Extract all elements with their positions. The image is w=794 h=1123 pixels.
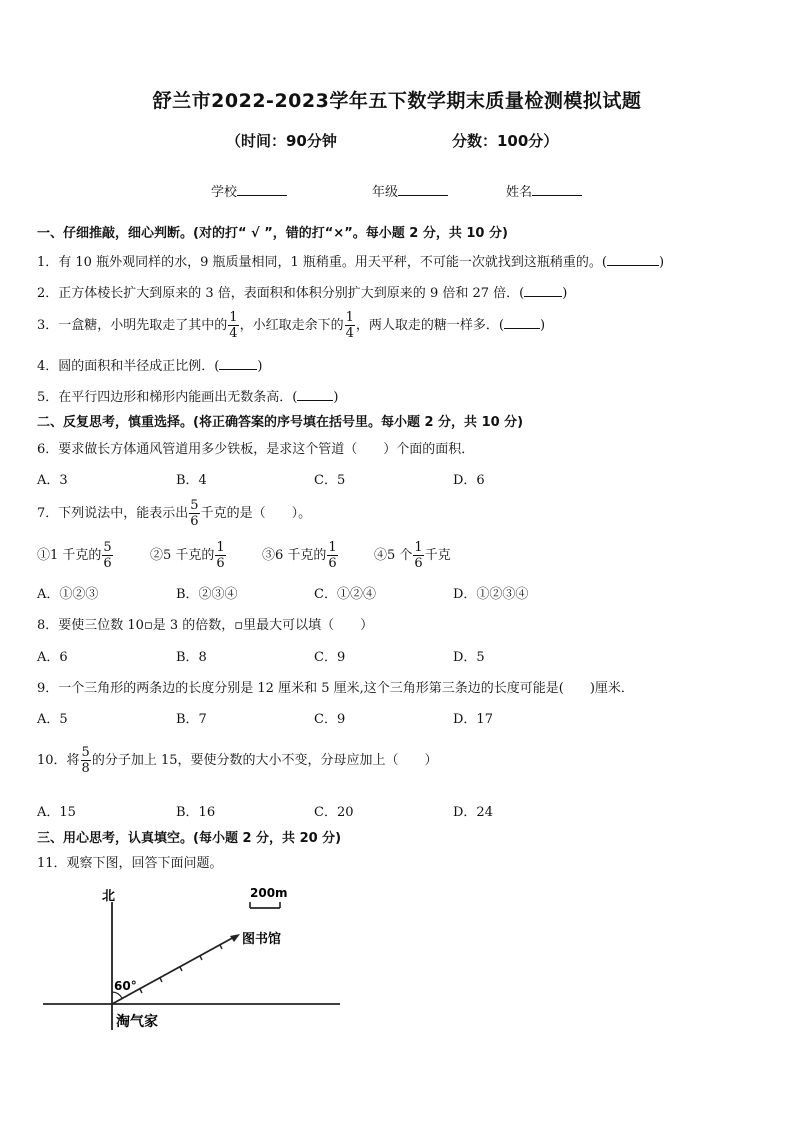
- question-11: 11．观察下图，回答下面问题。: [37, 856, 223, 871]
- q7-option-d[interactable]: D．①②③④: [453, 587, 529, 602]
- section-heading-1: 一、仔细推敲，细心判断。(对的打“ √ ”，错的打“×”。每小题 2 分，共 10 分): [37, 226, 508, 241]
- question-4: [37, 355, 262, 374]
- question-3-text-c: ，两人取走的糖一样多．(: [355, 318, 504, 333]
- answer-blank-5[interactable]: [297, 400, 333, 401]
- question-3-text-b: ，小红取走余下的: [239, 318, 344, 333]
- school-label: 学校: [211, 185, 238, 200]
- question-10-text-a: 10．将: [37, 753, 80, 768]
- question-9: 9．一个三角形的两条边的长度分别是 12 厘米和 5 厘米,这个三角形第三条边的长度可能是( )厘米．: [37, 681, 634, 696]
- name-field: [506, 181, 582, 200]
- paren-close: ): [333, 390, 339, 405]
- q7-statement-1: [37, 540, 114, 571]
- q6-option-d[interactable]: D．6: [453, 473, 485, 488]
- q6-option-c[interactable]: C．5: [314, 473, 346, 488]
- q10-option-d[interactable]: D．24: [453, 805, 493, 820]
- q6-option-b[interactable]: B．4: [176, 473, 207, 488]
- question-10: [37, 745, 438, 776]
- q9-option-b[interactable]: B．7: [176, 712, 207, 727]
- section-heading-2: 二、反复思考，慎重选择。(将正确答案的序号填在括号里。每小题 2 分，共 10 分): [37, 415, 524, 430]
- answer-blank-4[interactable]: [219, 369, 257, 370]
- question-3: [37, 310, 545, 341]
- scale-tick: [220, 945, 222, 949]
- q7-statement-4: [374, 540, 451, 571]
- paren-close: ): [562, 286, 568, 301]
- q9-option-a[interactable]: A．5: [37, 712, 68, 727]
- scale-tick: [200, 956, 202, 960]
- q7-option-b[interactable]: B．②③④: [176, 587, 238, 602]
- numerator: 5: [190, 498, 199, 513]
- question-10-text-b: 的分子加上 15，要使分数的大小不变，分母应加上（ ）: [91, 753, 438, 768]
- name-label: 姓名: [506, 185, 533, 200]
- denominator: 4: [345, 326, 354, 341]
- q8-option-d[interactable]: D．5: [453, 650, 485, 665]
- paren-close: ): [539, 318, 546, 333]
- scale-label: 200m: [250, 886, 288, 900]
- question-2-text: 2．正方体棱长扩大到原来的 3 倍，表面积和体积分别扩大到原来的 9 倍和 27 倍．(: [37, 286, 525, 301]
- statement-fraction: [327, 540, 337, 571]
- scale-tick: [160, 978, 162, 982]
- statement-text: ④5 个: [374, 548, 413, 563]
- name-blank[interactable]: [532, 195, 582, 196]
- fraction-one-quarter: [228, 310, 238, 341]
- q10-option-b[interactable]: B．16: [176, 805, 216, 820]
- answer-blank-3[interactable]: [504, 328, 540, 329]
- statement-text: ②5 千克的: [150, 548, 215, 563]
- denominator: 6: [103, 556, 112, 571]
- question-2: [37, 282, 567, 301]
- q10-option-a[interactable]: A．15: [37, 805, 76, 820]
- fraction-one-quarter: [345, 310, 355, 341]
- answer-blank-2[interactable]: [524, 296, 562, 297]
- north-label: 北: [102, 889, 116, 904]
- numerator: 1: [216, 540, 225, 555]
- numerator: 1: [328, 540, 337, 555]
- question-6: 6．要求做长方体通风管道用多少铁板，是求这个管道（ ）个面的面积．: [37, 442, 475, 457]
- denominator: 4: [229, 326, 238, 341]
- numerator: 5: [81, 745, 90, 760]
- q9-option-d[interactable]: D．17: [453, 712, 493, 727]
- numerator: 1: [414, 540, 423, 555]
- statement-fraction: [102, 540, 112, 571]
- page-title: 舒兰市2022-2023学年五下数学期末质量检测模拟试题: [152, 90, 642, 112]
- statement-unit: 千克: [424, 548, 451, 563]
- fraction-five-eighths: [81, 745, 91, 776]
- denominator: 6: [190, 514, 199, 529]
- question-5: [37, 386, 338, 405]
- question-7-text-a: 7．下列说法中，能表示出: [37, 506, 189, 521]
- q10-option-c[interactable]: C．20: [314, 805, 354, 820]
- numerator: 1: [229, 310, 238, 325]
- numerator: 1: [345, 310, 354, 325]
- statement-text: ①1 千克的: [37, 548, 102, 563]
- q8-option-c[interactable]: C．9: [314, 650, 346, 665]
- home-label: 淘气家: [116, 1014, 158, 1030]
- question-7: [37, 498, 311, 529]
- direction-map-figure: [40, 880, 370, 1040]
- library-label: 图书馆: [242, 932, 282, 947]
- q9-option-c[interactable]: C．9: [314, 712, 346, 727]
- school-blank[interactable]: [237, 195, 287, 196]
- q7-statement-2: [150, 540, 227, 571]
- q7-option-a[interactable]: A．①②③: [37, 587, 99, 602]
- grade-blank[interactable]: [398, 195, 448, 196]
- paren-close: ): [658, 255, 665, 270]
- denominator: 6: [414, 556, 423, 571]
- grade-field: [372, 181, 448, 200]
- school-field: [211, 181, 287, 200]
- arrow-head-icon: [230, 934, 240, 942]
- question-7-text-b: 千克的是（ ）。: [200, 506, 312, 521]
- q7-statement-3: [262, 540, 339, 571]
- q7-option-c[interactable]: C．①②④: [314, 587, 376, 602]
- q6-option-a[interactable]: A．3: [37, 473, 68, 488]
- time-label: （时间：90分钟: [226, 132, 337, 150]
- denominator: 8: [81, 761, 90, 776]
- score-label: 分数：100分）: [452, 132, 559, 150]
- statement-fraction: [215, 540, 225, 571]
- scale-tick: [180, 967, 182, 971]
- grade-label: 年级: [372, 185, 399, 200]
- library-direction-line: [112, 936, 236, 1004]
- section-heading-3: 三、用心思考，认真填空。(每小题 2 分，共 20 分): [37, 831, 342, 846]
- q8-option-a[interactable]: A．6: [37, 650, 68, 665]
- scale-tick: [140, 989, 142, 993]
- paren-close: ): [257, 359, 263, 374]
- question-1-text: 1．有 10 瓶外观同样的水，9 瓶质量相同，1 瓶稍重。用天平秤，不可能一次就找到这瓶稍重的。(: [37, 255, 607, 270]
- question-3-text-a: 3．一盒糖，小明先取走了其中的: [37, 318, 228, 333]
- numerator: 5: [103, 540, 112, 555]
- statement-text: ③6 千克的: [262, 548, 327, 563]
- denominator: 6: [216, 556, 225, 571]
- question-5-text: 5．在平行四边形和梯形内能画出无数条高．(: [37, 390, 298, 405]
- angle-label: 60°: [114, 979, 137, 993]
- fraction-five-sixths: [189, 498, 199, 529]
- question-8: 8．要使三位数 10▫是 3 的倍数，▫里最大可以填（ ）: [37, 618, 374, 633]
- question-4-text: 4．圆的面积和半径成正比例．(: [37, 359, 220, 374]
- denominator: 6: [328, 556, 337, 571]
- question-1: [37, 251, 664, 270]
- answer-blank-1[interactable]: [607, 265, 659, 266]
- statement-fraction: [413, 540, 423, 571]
- q8-option-b[interactable]: B．8: [176, 650, 207, 665]
